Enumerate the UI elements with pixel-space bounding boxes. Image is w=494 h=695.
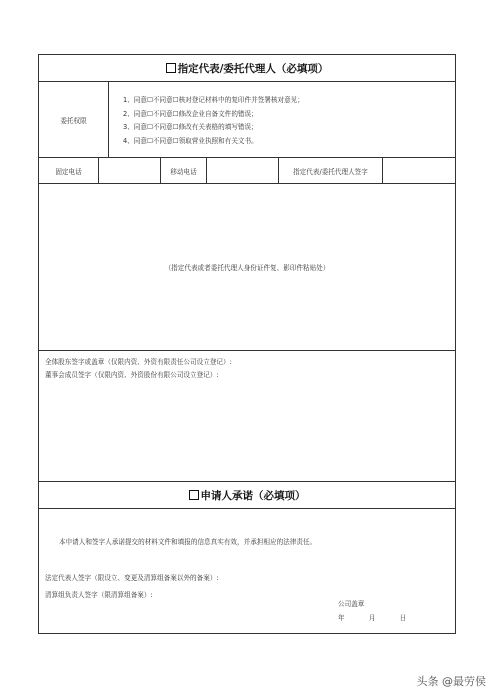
director-sign-label: 董事会成员签字（仅限内资、外资股份有限公司设立登记）: [45, 371, 219, 379]
date-day: 日 [399, 614, 407, 622]
shareholder-sign-label: 全体股东签字或盖章（仅限内资、外资有限责任公司设立登记）: [45, 358, 232, 366]
id-paste-area [39, 184, 455, 351]
phone-label: 固定电话 [55, 167, 82, 176]
company-seal-label: 公司盖章 [338, 600, 365, 608]
checkbox-icon[interactable] [189, 490, 199, 500]
signature-label: 指定代表/委托代理人签字 [293, 167, 368, 176]
section1-title [166, 61, 329, 76]
signature-value-cell[interactable] [383, 158, 455, 183]
contact-row [39, 158, 455, 184]
authority-item-4[interactable]: 4、同意☐不同意☐领取营业执照和有关文书。 [123, 136, 258, 145]
signature-label-cell [279, 158, 383, 183]
mobile-value-cell[interactable] [207, 158, 279, 183]
date-line [338, 612, 418, 622]
section1-title-text: 指定代表/委托代理人（必填项） [177, 62, 329, 75]
authority-label: 委托权限 [60, 116, 87, 125]
id-paste-note: （指定代表或者委托代理人身份证件复、影印件粘贴处） [164, 264, 330, 272]
authority-item-1[interactable]: 1、同意☐不同意☐核对登记材料中的复印件并签署核对意见； [123, 96, 304, 104]
phone-value-cell[interactable] [99, 158, 161, 183]
section2-header [39, 482, 455, 509]
authority-row [39, 82, 455, 158]
application-form-sheet [38, 54, 456, 634]
section2-title-text: 申请人承诺（必填项） [200, 489, 306, 502]
section1-header [39, 55, 455, 82]
liquidation-sign-label: 清算组负责人签字（限清算组备案）: [45, 591, 153, 599]
commitment-statement: 本申请人和签字人承诺提交的材料文件和填报的信息真实有效，并承担相应的法律责任。 [59, 538, 317, 546]
section2-title [189, 488, 306, 503]
watermark-text: 头条 @最劳侯 [416, 675, 486, 688]
phone-label-cell [39, 158, 99, 183]
authority-label-cell [39, 82, 109, 157]
legal-rep-sign-label: 法定代表人签字（限设立、变更及清算组备案以外的备案）: [45, 574, 219, 582]
date-month: 月 [368, 614, 376, 622]
mobile-label: 移动电话 [170, 167, 197, 176]
authority-list [123, 94, 304, 148]
date-year: 年 [338, 614, 345, 622]
authority-item-3[interactable]: 3、同意☐不同意☐修改有关表格的填写错误； [123, 123, 258, 131]
authority-item-2[interactable]: 2、同意☐不同意☐修改企业自备文件的错误； [123, 109, 258, 118]
checkbox-icon[interactable] [166, 63, 176, 73]
shareholder-sign-area [39, 351, 455, 482]
mobile-label-cell [161, 158, 207, 183]
